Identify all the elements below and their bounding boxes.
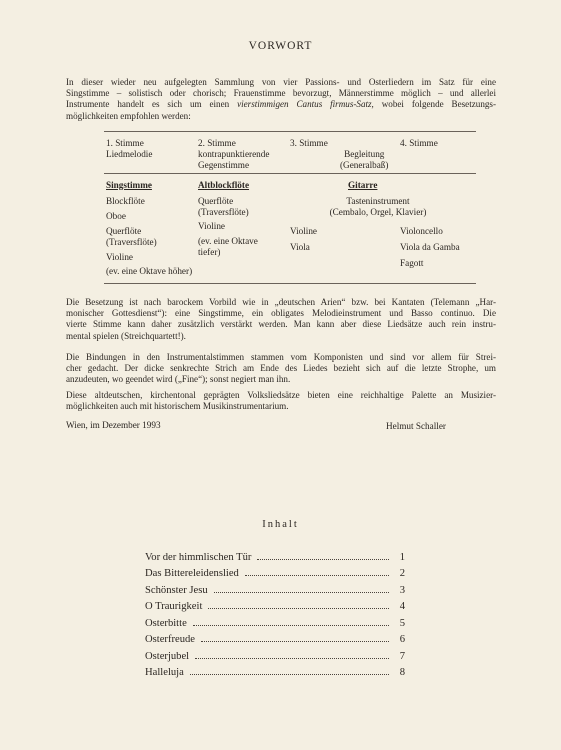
toc-item[interactable] bbox=[145, 667, 405, 681]
header-text: Liedmelodie bbox=[106, 149, 153, 159]
dot-leader bbox=[190, 674, 389, 675]
header-voice-3: 3. Stimme bbox=[290, 138, 328, 148]
dot-leader bbox=[214, 592, 389, 593]
text-line: cher gedacht. Der dicke senkrechte Strich am Ende des Liedes bezieht sich auf die letzte Strophe, um bbox=[66, 363, 496, 374]
header-text: 1. Stimme bbox=[106, 138, 144, 148]
toc-item-page: 1 bbox=[399, 552, 405, 563]
instrument-cell: Altblockflöte bbox=[198, 180, 250, 190]
dot-leader bbox=[245, 575, 389, 576]
instrument-cell bbox=[198, 196, 249, 218]
toc-item-label: Osterbitte bbox=[145, 618, 187, 629]
toc-item[interactable] bbox=[145, 618, 405, 632]
instrument-text: (ev. eine Oktave bbox=[198, 236, 258, 246]
toc-item-page: 8 bbox=[399, 667, 405, 678]
toc-item[interactable] bbox=[145, 634, 405, 648]
instrument-text: Querflöte bbox=[198, 196, 234, 206]
header-accompaniment bbox=[340, 149, 388, 171]
divider bbox=[104, 283, 476, 284]
instrument-cell: Singstimme bbox=[106, 180, 152, 190]
header-text: kontrapunktierende bbox=[198, 149, 270, 159]
instrument-cell: (ev. eine Oktave höher) bbox=[106, 266, 193, 276]
instrument-text: Tasteninstrument bbox=[346, 196, 410, 206]
toc-item-page: 5 bbox=[399, 618, 405, 629]
toc-item-page: 2 bbox=[399, 568, 405, 579]
text-fragment: wobei folgende Besetzungs- bbox=[381, 99, 496, 110]
instrument-text: tiefer) bbox=[198, 247, 221, 257]
instrument-cell bbox=[198, 236, 258, 258]
header-voice-2 bbox=[198, 138, 269, 171]
toc-item-label: O Traurigkeit bbox=[145, 601, 203, 612]
toc-item-page: 7 bbox=[399, 651, 405, 662]
emphasis-text: vierstimmigen Cantus firmus-Satz, bbox=[237, 99, 374, 110]
toc-item[interactable] bbox=[145, 552, 405, 566]
instrument-text: (Traversflöte) bbox=[198, 207, 249, 217]
instrument-text: (Traversflöte) bbox=[106, 237, 157, 247]
text-line: Singstimme – solistisch oder chorisch; Frauenstimme bevorzugt, Männerstimme möglich – und allerlei bbox=[66, 88, 496, 99]
paragraph-scoring bbox=[66, 297, 496, 342]
header-text: 2. Stimme bbox=[198, 138, 236, 148]
toc-item-label: Osterjubel bbox=[145, 651, 190, 662]
divider bbox=[104, 173, 476, 174]
text-line: vierte Stimme kann daher zusätzlich verstärkt werden. Man kann aber diese Liedsätze auch rein instru- bbox=[66, 319, 496, 330]
instrument-cell: Viola bbox=[290, 242, 310, 252]
header-voice-4: 4. Stimme bbox=[400, 138, 438, 148]
instrument-cell bbox=[106, 226, 157, 248]
instrument-text: (Cembalo, Orgel, Klavier) bbox=[329, 207, 427, 217]
paragraph-summary bbox=[66, 390, 496, 412]
toc-item-page: 4 bbox=[399, 601, 405, 612]
header-text: Gegenstimme bbox=[198, 160, 250, 170]
toc-title: Inhalt bbox=[262, 519, 299, 530]
toc-item-page: 6 bbox=[399, 634, 405, 645]
instrument-cell: Fagott bbox=[400, 258, 424, 268]
text-line: mental spielen (Streichquartett!). bbox=[66, 330, 186, 341]
dot-leader bbox=[195, 658, 389, 659]
text-line: möglichkeiten auch mit historischem Musikinstrumentarium. bbox=[66, 401, 289, 412]
author-signature: Helmut Schaller bbox=[386, 421, 446, 431]
toc-item[interactable] bbox=[145, 651, 405, 665]
toc-item[interactable] bbox=[145, 585, 405, 599]
instrument-cell: Oboe bbox=[106, 211, 126, 221]
instrument-cell: Viola da Gamba bbox=[400, 242, 460, 252]
toc-item-label: Vor der himmlischen Tür bbox=[145, 552, 252, 563]
toc-item-page: 3 bbox=[399, 585, 405, 596]
text-line: monischer Gottesdienst“): eine Singstimme, ein obligates Melodieinstrument und Basso continuo. Die bbox=[66, 308, 496, 319]
divider bbox=[104, 131, 476, 132]
paragraph-slurs bbox=[66, 352, 496, 386]
header-voice-1 bbox=[106, 138, 152, 160]
toc-item-label: Das Bittereleidenslied bbox=[145, 568, 239, 579]
instrument-cell: Violoncello bbox=[400, 226, 443, 236]
dot-leader bbox=[257, 559, 389, 560]
toc-item[interactable] bbox=[145, 601, 405, 615]
instrument-cell: Blockflöte bbox=[106, 196, 145, 206]
toc-item-label: Schönster Jesu bbox=[145, 585, 208, 596]
instrument-cell: Violine bbox=[290, 226, 318, 236]
text-line: anzudeuten, wo geendet wird („Fine“); sonst negiert man ihn. bbox=[66, 374, 291, 385]
dot-leader bbox=[208, 608, 389, 609]
instrument-cell: Violine bbox=[198, 221, 226, 231]
toc-item-label: Osterfreude bbox=[145, 634, 195, 645]
text-line bbox=[66, 99, 496, 110]
instrument-cell: Gitarre bbox=[348, 180, 378, 190]
instrument-cell bbox=[312, 196, 444, 218]
text-line: möglichkeiten empfohlen werden: bbox=[66, 110, 191, 121]
text-line: Die Besetzung ist nach barockem Vorbild wie in „deutschen Arien“ bzw. bei Kantaten (Telemann „Har- bbox=[66, 297, 496, 307]
text-line: In dieser wieder neu aufgelegten Sammlung von vier Passions- und Osterliedern im Satz für eine bbox=[66, 77, 496, 87]
text-line: Diese altdeutschen, kirchentonal geprägten Volksliedsätze bieten eine reichhaltige Palette an Musizier- bbox=[66, 390, 496, 400]
header-text: Begleitung bbox=[344, 149, 385, 159]
text-fragment: Instrumente handelt es sich um einen bbox=[66, 99, 230, 110]
instrument-cell: Violine bbox=[106, 252, 134, 262]
dot-leader bbox=[201, 641, 389, 642]
intro-paragraph bbox=[66, 77, 496, 122]
header-text: (Generalbaß) bbox=[340, 160, 389, 170]
toc-item-label: Halleluja bbox=[145, 667, 184, 678]
place-date: Wien, im Dezember 1993 bbox=[66, 420, 161, 430]
page-title: VORWORT bbox=[248, 40, 313, 52]
text-line: Die Bindungen in den Instrumentalstimmen stammen vom Komponisten und sind vor allem für Strei- bbox=[66, 352, 496, 362]
instrument-text: Querflöte bbox=[106, 226, 142, 236]
dot-leader bbox=[193, 625, 389, 626]
toc-item[interactable] bbox=[145, 568, 405, 582]
